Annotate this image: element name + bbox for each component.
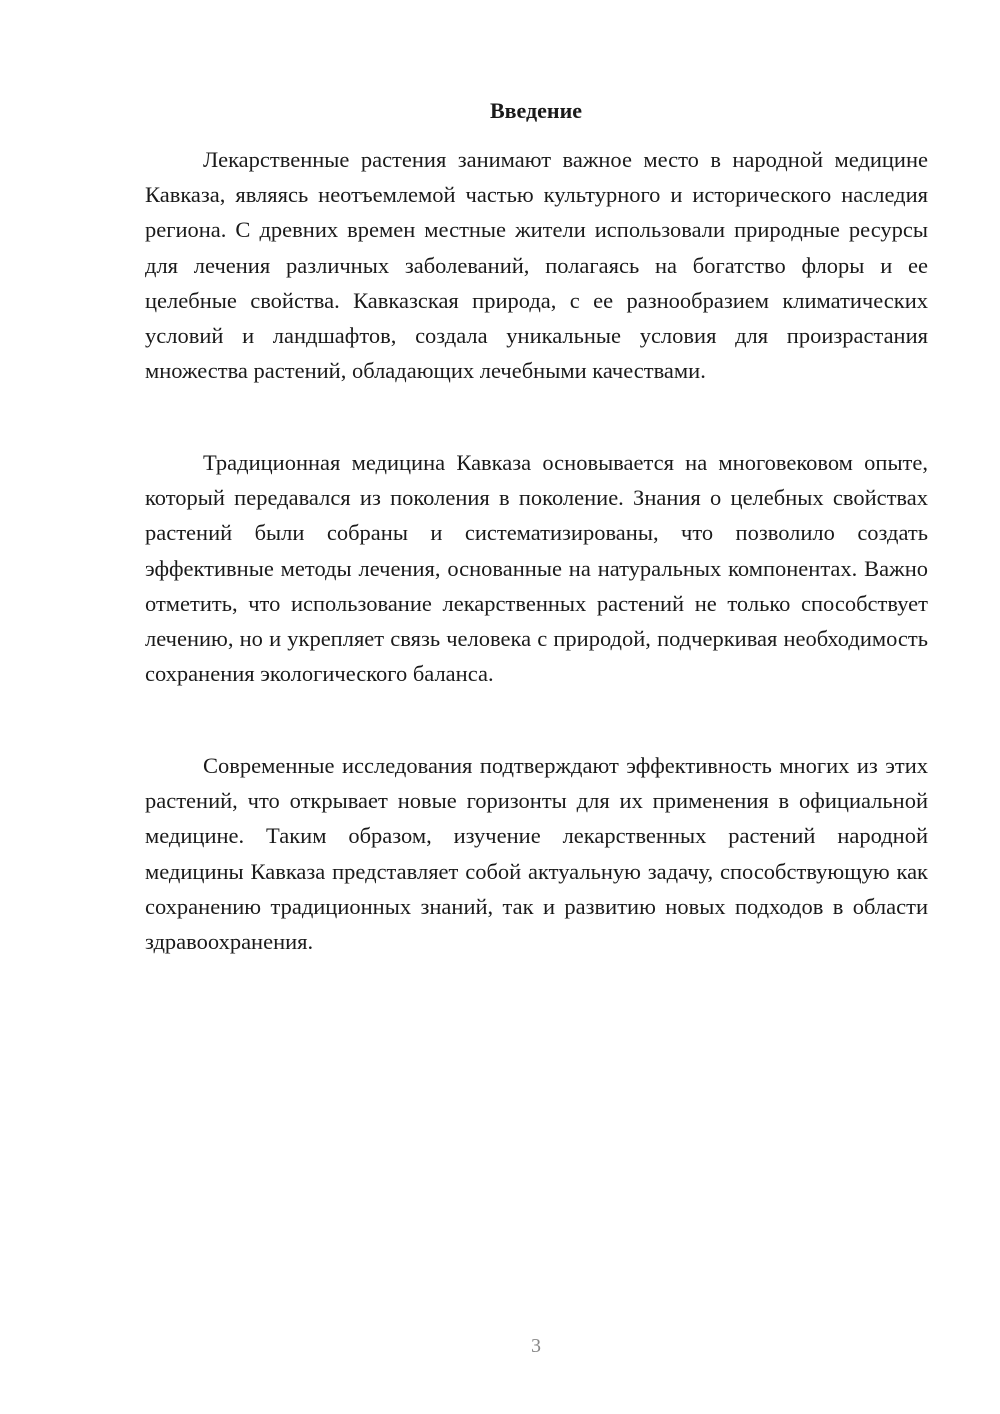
section-title: Введение xyxy=(489,98,583,123)
paragraph: Современные исследования подтверждают эффективность многих из этих растений, что открывает новые горизонты для их применения в официальной медицине. Таким образом, изучение лекарственных растений народной медицины Кавказа представляет собой актуальную задачу, способствующую как сохранению традиционных знаний, так и развитию новых подходов в области здравоохранения. xyxy=(145,753,928,955)
paragraph: Лекарственные растения занимают важное место в народной медицине Кавказа, являясь неотъемлемой частью культурного и исторического наследия региона. С древних времен местные жители использовали природные ресурсы для лечения различных заболеваний, полагаясь на богатство флоры и ее целебные свойства. Кавказская природа, с ее разнообразием климатических условий и ландшафтов, создала уникальные условия для произрастания множества растений, обладающих лечебными качествами. xyxy=(145,147,928,384)
page-number: 3 xyxy=(531,1335,541,1357)
paragraph: Традиционная медицина Кавказа основывается на многовековом опыте, который передавался из поколения в поколение. Знания о целебных свойствах растений были собраны и систематизированы, что позволило создать эффективные методы лечения, основанные на натуральных компонентах. Важно отметить, что использование лекарственных растений не только способствует лечению, но и укрепляет связь человека с природой, подчеркивая необходимость сохранения экологического баланса. xyxy=(145,450,928,687)
